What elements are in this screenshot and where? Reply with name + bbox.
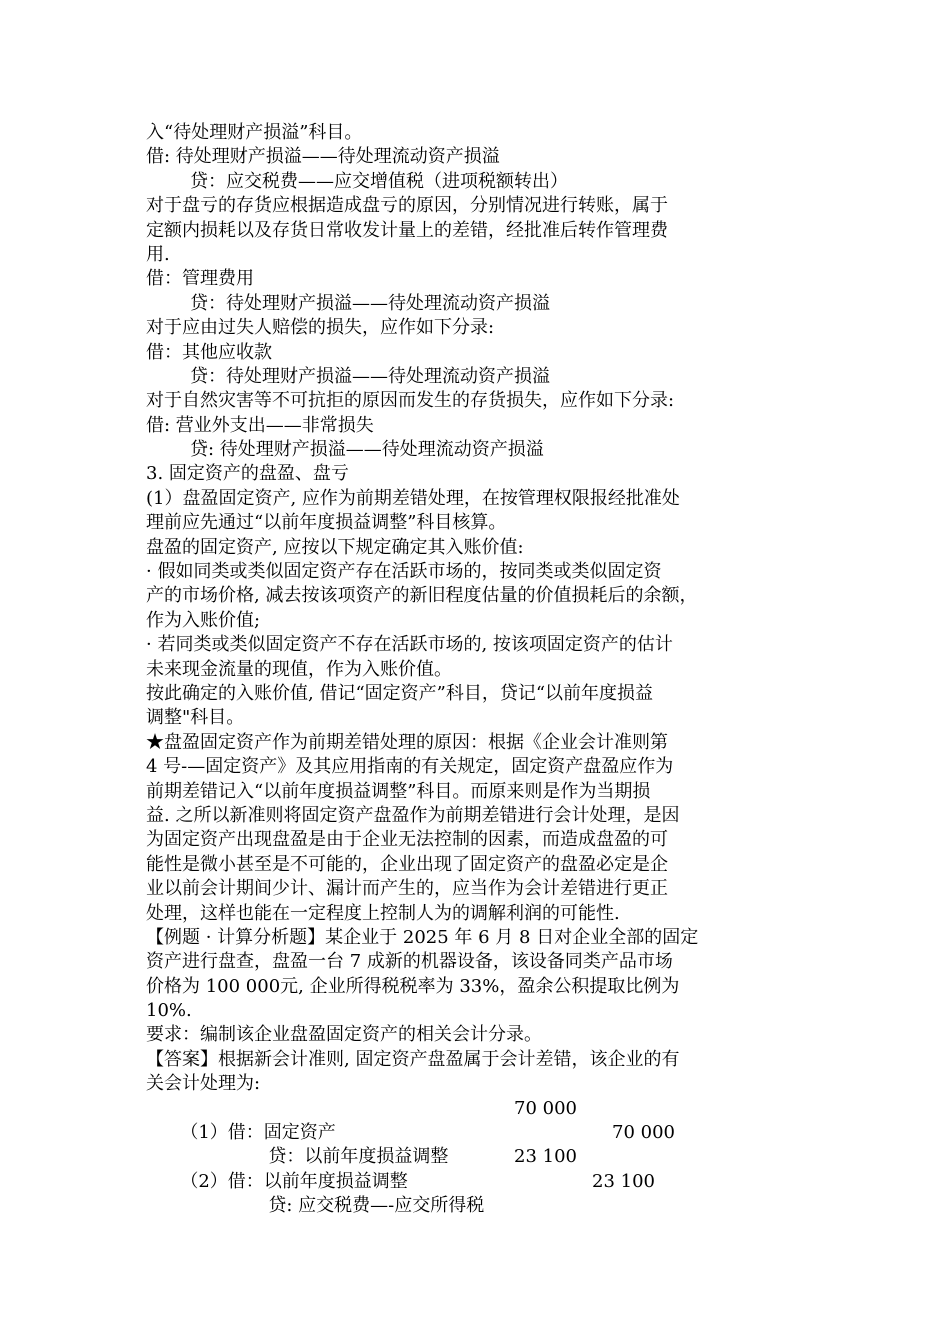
entry-account: 贷：以前年度损益调整	[268, 1146, 449, 1168]
text-line: 用.	[146, 243, 170, 265]
text-line: 关会计处理为:	[146, 1073, 261, 1095]
entry-amount: 23 100	[514, 1146, 577, 1168]
journal-entry-2-debit	[146, 1145, 811, 1192]
journal-debit-line: 借: 待处理财产损溢——待处理流动资产损溢	[146, 146, 500, 168]
text-line: 调整"科目。	[146, 707, 245, 729]
journal-credit-line: 贷：待处理财产损溢——待处理流动资产损溢	[190, 365, 550, 387]
journal-credit-line: 贷：应交税费——应交增值税（进项税额转出）	[190, 170, 568, 192]
journal-entry-1-debit	[146, 1097, 811, 1144]
text-line: 未来现金流量的现值，作为入账价值。	[146, 658, 452, 680]
entry-amount: 70 000	[612, 1122, 675, 1144]
journal-credit-line: 贷: 待处理财产损溢——待处理流动资产损溢	[190, 439, 544, 461]
text-line: 业以前会计期间少计、漏计而产生的，应当作为会计差错进行更正	[146, 878, 668, 900]
entry-amount: 23 100	[592, 1170, 655, 1192]
text-line: 入“待处理财产损溢”科目。	[146, 122, 363, 143]
text-line: 对于盘亏的存货应根据造成盘亏的原因，分别情况进行转账，属于	[146, 195, 668, 217]
text-line: 按此确定的入账价值, 借记“固定资产”科目，贷记“以前年度损益	[146, 682, 654, 704]
text-line: 4 号-—固定资产》及其应用指南的有关规定，固定资产盘盈应作为	[146, 756, 674, 778]
text-line: 盘盈的固定资产, 应按以下规定确定其入账价值:	[146, 536, 524, 558]
journal-debit-line: 借：其他应收款	[146, 341, 272, 363]
example-line: 【例题 · 计算分析题】某企业于 2025 年 6 月 8 日对企业全部的固定	[146, 926, 699, 948]
requirement-line: 要求：编制该企业盘盈固定资产的相关会计分录。	[146, 1024, 542, 1046]
text-line: (1）盘盈固定资产, 应作为前期差错处理，在按管理权限报经批准处	[146, 487, 680, 509]
journal-debit-line: 借：管理费用	[146, 268, 254, 290]
journal-entry-2-credit	[146, 1170, 811, 1217]
text-line: 能性是微小甚至是不可能的，企业出现了固定资产的盘盈必定是企	[146, 853, 668, 875]
text-line: 益. 之所以新准则将固定资产盘盈作为前期差错进行会计处理，是因	[146, 804, 680, 826]
text-line: 定额内损耗以及存货日常收发计量上的差错，经批准后转作管理费	[146, 219, 668, 241]
entry-account: （1）借：固定资产	[180, 1122, 336, 1144]
entry-account: （2）借：以前年度损益调整	[180, 1170, 408, 1192]
bullet-line: · 若同类或类似固定资产不存在活跃市场的, 按该项固定资产的估计	[146, 634, 673, 656]
answer-line: 【答案】根据新会计准则, 固定资产盘盈属于会计差错，该企业的有	[146, 1048, 680, 1070]
document-body	[146, 121, 811, 1217]
star-note-line: ★盘盈固定资产作为前期差错处理的原因：根据《企业会计准则第	[146, 731, 668, 753]
text-line: 作为入账价值;	[146, 609, 261, 631]
text-line: 为固定资产出现盘盈是由于企业无法控制的因素，而造成盘盈的可	[146, 829, 668, 851]
journal-debit-line: 借: 营业外支出——非常损失	[146, 414, 374, 436]
text-line: 10%.	[146, 1000, 192, 1022]
text-line: 理前应先通过“以前年度损益调整”科目核算。	[146, 512, 507, 534]
section-heading: 3. 固定资产的盘盈、盘亏	[146, 463, 349, 485]
text-line: 资产进行盘查，盘盈一台 7 成新的机器设备，该设备同类产品市场	[146, 951, 673, 973]
text-line: 价格为 100 000元, 企业所得税税率为 33%，盈余公积提取比例为	[146, 975, 680, 997]
text-line: 对于应由过失人赔偿的损失，应作如下分录:	[146, 317, 495, 339]
text-line: 对于自然灾害等不可抗拒的原因而发生的存货损失，应作如下分录:	[146, 390, 675, 412]
text-line: 产的市场价格, 减去按该项资产的新旧程度估量的价值损耗后的余额，	[146, 585, 698, 607]
entry-amount: 70 000	[514, 1097, 577, 1119]
entry-account: 贷: 应交税费—-应交所得税	[268, 1195, 485, 1217]
journal-credit-line: 贷：待处理财产损溢——待处理流动资产损溢	[190, 292, 550, 314]
text-line: 处理，这样也能在一定程度上控制人为的调解利润的可能性.	[146, 902, 620, 924]
text-line: 前期差错记入“以前年度损益调整”科目。而原来则是作为当期损	[146, 780, 651, 802]
bullet-line: · 假如同类或类似固定资产存在活跃市场的，按同类或类似固定资	[146, 561, 662, 583]
